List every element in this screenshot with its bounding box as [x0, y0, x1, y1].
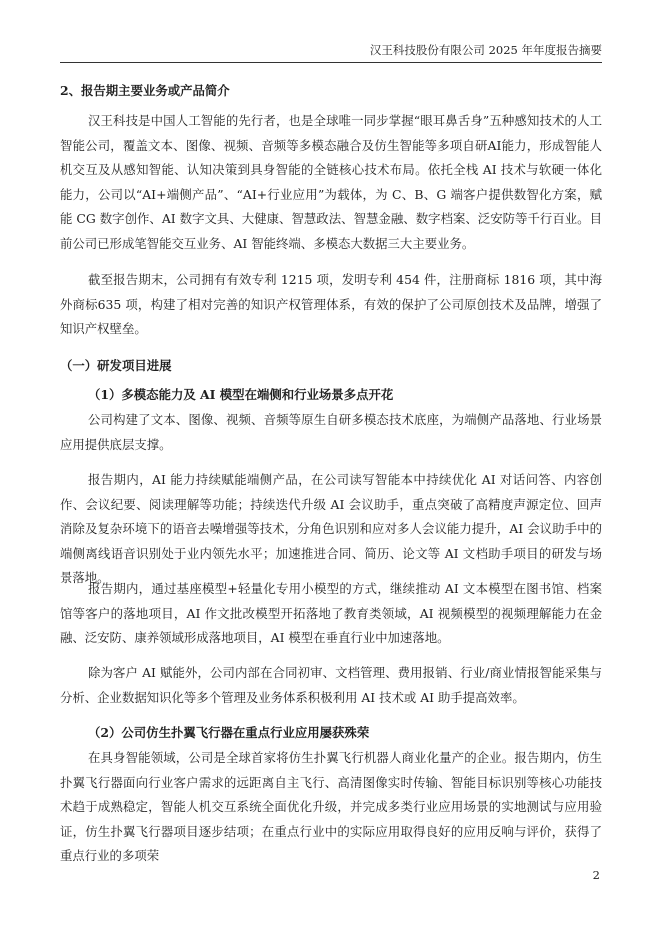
header-title: 汉王科技股份有限公司 2025 年年度报告摘要 — [369, 43, 602, 57]
page-number: 2 — [592, 868, 600, 882]
paragraph-intro: 汉王科技是中国人工智能的先行者，也是全球唯一同步掌握“眼耳鼻舌身”五种感知技术的人工智能公司，覆盖文本、图像、视频、音频等多模态融合及仿生智能等多项自研AI能力，形成智能人机交互及从感知智能、认知决策到具身智能的全链核心技术布局。依托全栈 AI 技术与软硬一体化能力，公司以“AI+端侧产品”、“AI+行业应用”为载体，为 C、B、G 端客户提供数智化方案，赋能 CG 数字创作、AI 数字文具、大健康、智慧政法、智慧金融、数字档案、泛安防等千行百业。目前公司已形成笔智能交互业务、AI 智能终端、多模态大数据三大主要业务。 — [60, 113, 602, 251]
paragraph-multimodal-3: 报告期内，通过基座模型+轻量化专用小模型的方式，继续推动 AI 文本模型在图书馆、档案馆等客户的落地项目，AI 作文批改模型开拓落地了教育类领域，AI 视频模型的视频理解能力在金融、泛安防、康养领域形成落地项目，AI 模型在垂直行业中加速落地。 — [60, 581, 602, 646]
section-heading: 2、报告期主要业务或产品简介 — [60, 83, 230, 98]
paragraph-multimodal-1: 公司构建了文本、图像、视频、音频等原生自研多模态技术底座，为端侧产品落地、行业场景应用提供底层支撑。 — [60, 412, 602, 452]
paragraph-ip: 截至报告期末，公司拥有有效专利 1215 项，发明专利 454 件，注册商标 1816 项，其中海外商标635 项，构建了相对完善的知识产权管理体系，有效的保护了公司原创技术及品牌，增强了知识产权壁垒。 — [60, 272, 602, 337]
paragraph-multimodal-4: 除为客户 AI 赋能外，公司内部在合同初审、文档管理、费用报销、行业/商业情报智能采集与分析、企业数据知识化等多个管理及业务体系积极利用 AI 技术或 AI 助手提高效率。 — [60, 665, 602, 705]
item-heading-1: （1）多模态能力及 AI 模型在端侧和行业场景多点开花 — [88, 387, 394, 402]
paragraph-multimodal-2: 报告期内，AI 能力持续赋能端侧产品，在公司读写智能本中持续优化 AI 对话问答、内容创作、会议纪要、阅读理解等功能；持续迭代升级 AI 会议助手，重点突破了高精度声源定位、回声消除及复杂环境下的语音去噪增强等技术，分角色识别和应对多人会议能力提升，AI 会议助手中的端侧离线语音识别处于业内领先水平；加速推进合同、简历、论文等 AI 文档助手项目的研发与场景落地。 — [60, 472, 602, 586]
page-header — [60, 42, 602, 63]
item-heading-2: （2）公司仿生扑翼飞行器在重点行业应用屡获殊荣 — [88, 725, 370, 740]
subsection-heading-rd: （一）研发项目进展 — [60, 358, 172, 373]
paragraph-bionic-1: 在具身智能领域，公司是全球首家将仿生扑翼飞行机器人商业化量产的企业。报告期内，仿生扑翼飞行器面向行业客户需求的远距离自主飞行、高清图像实时传输、智能目标识别等核心功能技术趋于成熟稳定，智能人机交互系统全面优化升级，并完成多类行业应用场景的实地测试与应用验证，仿生扑翼飞行器项目逐步结项；在重点行业中的实际应用取得良好的应用反响与评价，获得了重点行业的多项荣 — [60, 750, 602, 864]
